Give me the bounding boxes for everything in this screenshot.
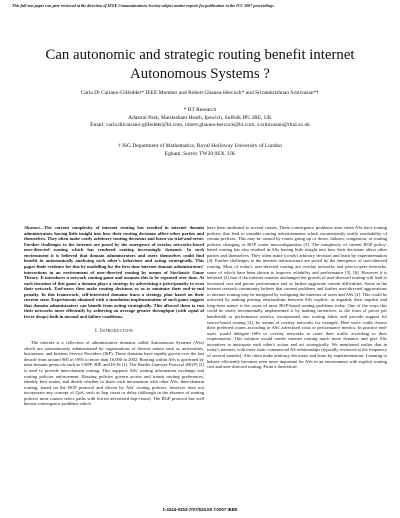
affiliation-address: Adastral Park, Martlesham Heath, Ipswich, Suffolk IP5 3RE, UK bbox=[128, 114, 272, 121]
paper-title bbox=[20, 46, 380, 84]
peer-review-note: This full text paper was peer reviewed at the direction of IEEE Communications Society subject matter experts for publication in the ICC 2007 proceedings. bbox=[12, 3, 275, 8]
body-paragraph: have been attributed to several causes. These convergence problems arise when ASs have routing policies that lead to unstable routing advertisements which inconsistently notify reachability of certain prefixes. This may be caused by routes going up or down, failures, congestion, or routing policies changing or BGP router misconfiguration [3]. The complexity of current BGP policy-based routing has also resulted in ASs having little insight into how their decisions affect other parties and themselves. They often make (costly) arbitrary decision and learn by experimentation [4]. Further challenges to the internet infrastructure are posed by the emergence of user-directed routing. Most of today's user-directed routing are overlay networks and peer-to-peer networks, some of which have been shown to improve reliability and performance [5], [6]. However it is believed [4] that if the internet remains unchanged the growth of user-directed routing will lead to increased cost and poorer performance and so further aggravate current difficulties. Some in the internet research community believe that current problems and further user-directed aggravations to internet routing may be mitigated by realigning the interests of users and ASs [4]. This could be achieved by making peering relationships between ASs explicit, as arguably their implicit and long-term nature is the cause of most BGP-based routing problems today. One of the ways this could be easily incrementally implemented is by making incentives, in the form of prices per bandwidth or performance metrics, incorporated into routing fabric and provide support for source-based routing [4], by means of overlay networks for example. Here users could choose their preferred routes according to ASs' advertised costs or performance metrics. In practice end-users would delegate ISPs or overlay networks to route their traffic according to their requirements. This solution would render internet routing much more dynamic and give ASs incentives to anticipate each other's action and act strategically. We mentioned earlier that in today's internet, with more static commercial AS relationships (typically reviewed at the frequency of several months), ASs often make arbitrary decisions and learn by experimentation. Learning to behave efficiently becomes even more important for ASs in an environment with explicit routing cost and user-directed routing. From a theoretical bbox=[207, 225, 387, 370]
left-column bbox=[24, 225, 204, 407]
abstract-label: Abstract bbox=[24, 225, 40, 230]
body-paragraph: The internet is a collection of administrative domains called Autonomous Systems (ASs) which are autonomously administrated by organisations of diverse nature such as universities, businesses, and Internet Service Providers (ISP). These domains have rapidly grown over the last decade from around 900 in 1993 to more than 10,000 in 2002. Routing within ASs is governed by intra-domain protocols such as OSPF, RIP, and IS-IS [1]. The Border Gateway Protocol (BGP) [2] is used to provide inter-domain routing. This supports ASs' routing information exchange and routing policies enforcement. Routing policies govern access and transit routing preferences, identify best routes, and decide whether to share such information with other ASs. Inter-domain routing, based on the BGP protocol and driven by ASs' routing policies, however does not incorporate any concept of QoS, such as hop count or delay (although in the absence of routing policies most routers select paths with lowest advertised hop-count). The BGP protocol has well known convergence problems which bbox=[24, 340, 204, 407]
copyright-footer: 1-4244-0353-7/07/$25.00 ©2007 IEEE bbox=[162, 507, 238, 512]
author-list: Carla Di Cairano-Gilfedder* IEEE Member and Robert Ghanea-Hercock* and Sriramkrishnan Srinivasan*† bbox=[80, 90, 320, 96]
abstract bbox=[24, 225, 204, 320]
section-heading-introduction: I. Introduction bbox=[95, 327, 133, 334]
right-column bbox=[207, 225, 387, 370]
affiliation-bt bbox=[20, 107, 380, 130]
affiliation-address: Egham, Surrey TW20 0EX, UK bbox=[164, 150, 236, 157]
title-line-1: Can autonomic and strategic routing benefit internet bbox=[45, 47, 355, 63]
affiliation-name: * BT Research bbox=[183, 107, 217, 113]
affiliation-name: † ISG Department of Mathematics, Royal Holloway University of London bbox=[117, 143, 283, 149]
abstract-text: —The current complexity of internet routing has resulted in internet domain administrators having little insight into how their routing decisions affect other parties and themselves. They often make costly arbitrary routing decisions and learn via trial-and-error. Further challenges to the internet are posed by the emergence of overlay networks-based user-directed routing which has rendered routing increasingly dynamic. In such environment it is believed that domain administrators and users themselves could find benefit in autonomically analysing each other's behaviour and acting strategically. This paper finds evidence for this by modelling for the first time internet domain administrators' interactions in an environment of user-directed routing by means of Stochastic Game Theory. It introduces a network routing game and assumes this to be repeated over time. At each iteration of this game a domain plays a strategy by advertising a price/penalty to even their network. End-users then make routing decisions so as to minimise their end-to-end penalty. In this framework, self-interested domains learn a strategy plan based on their current state. Experiments obtained with a simulation implementation of such game suggest that domain administrators can benefit from acting strategically. This allowed them to run their networks more efficiently by achieving on average greater throughput (with equal of fewer drops) both in normal and failure conditions. bbox=[24, 225, 204, 319]
affiliation-email: Email: carla.diicairano-gilfedder@bt.com, robert.ghanea-hercock@bt.com, s.srinivasan@rhul.ac.uk bbox=[90, 122, 310, 129]
title-line-2: Autonomous Systems ? bbox=[130, 66, 270, 82]
affiliation-rhul bbox=[20, 143, 380, 158]
